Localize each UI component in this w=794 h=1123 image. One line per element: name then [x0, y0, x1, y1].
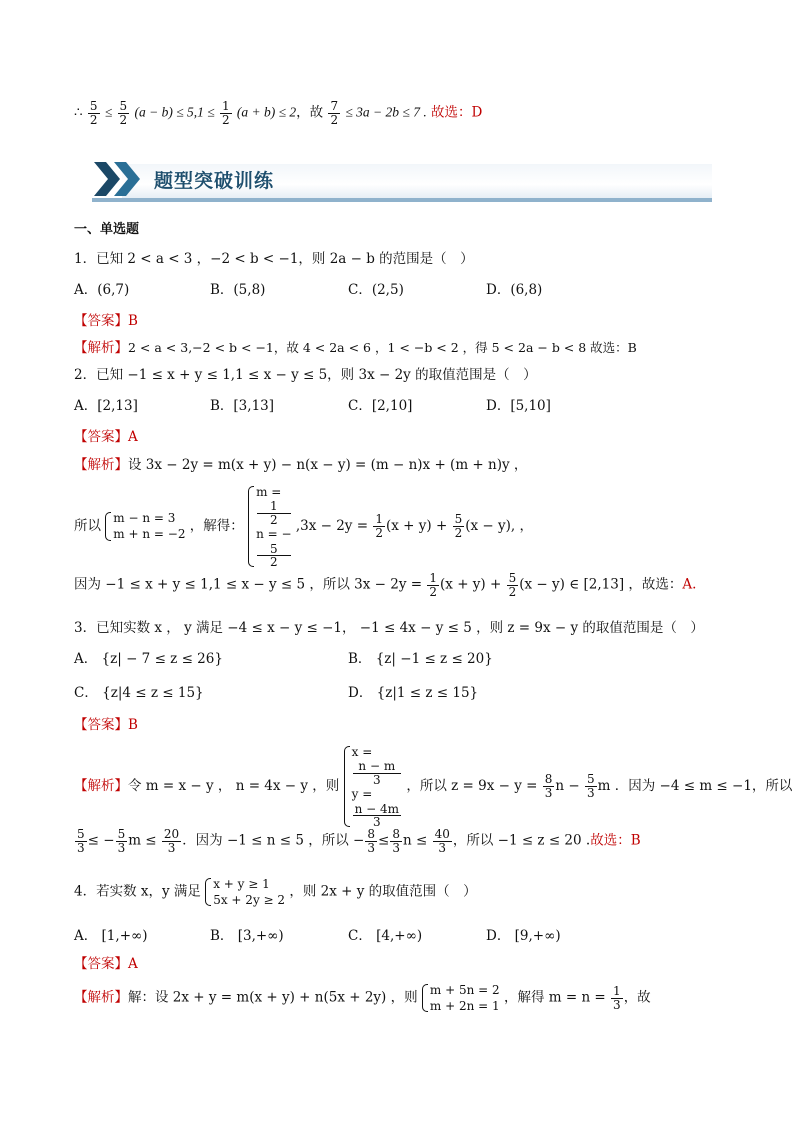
constraint-system: x + y ≥ 1 5x + 2y ≥ 2 — [205, 876, 285, 908]
q2-option-b: B．[3,13] — [210, 398, 275, 414]
fraction: $\frac{7}{2}$ — [330, 99, 339, 127]
fraction: $\frac{5}{2}$ — [89, 99, 98, 127]
q3-option-d: D． {z|1 ≤ z ≤ 15} — [348, 685, 479, 701]
double-chevron-icon — [92, 156, 148, 202]
fraction: $\frac{5}{2}$ — [454, 512, 463, 540]
fraction: $\frac{5}{2}$ — [119, 99, 128, 127]
fraction: $\frac{40}{3}$ — [434, 827, 450, 855]
q4-stem: 4．若实数 x，y 满足 x + y ≥ 1 5x + 2y ≥ 2 ，则 2x + y 的取值范围（ ） — [74, 877, 477, 908]
fraction: $\frac{5}{2}$ — [508, 571, 517, 599]
q4-option-c: C． [4,+∞) — [348, 928, 423, 944]
q3-option-b: B． {z| −1 ≤ z ≤ 20} — [348, 651, 493, 667]
q3-option-c: C． {z|4 ≤ z ≤ 15} — [74, 685, 204, 701]
q1-analysis: 【解析】2 < a < 3,−2 < b < −1，故 4 < 2a < 6 ，1 < −b < 2 ，得 5 < 2a − b < 8 故选：B — [74, 340, 637, 356]
q4-option-b: B． [3,+∞) — [210, 928, 284, 944]
q1-stem: 1．已知 2 < a < 3 ，−2 < b < −1，则 2a − b 的范围是（ ） — [74, 251, 474, 267]
q1-option-c: C．(2,5) — [348, 282, 404, 298]
q2-analysis-system: 所以 m − n = 3 m + n = −2 ，解得： m = 1 2 n = − 5 2 ,3x − 2y = $\frac{1}{2}$ (x + y) + $\frac{5}{2}$ (x − y), ， — [74, 485, 533, 570]
q3-analysis-line1: 【解析】令 m = x − y ， n = 4x − y ，则 x = n − m 3 y = n − 4m 3 ，所以 z = 9x − y = $\frac{8}{3}$ n − $\frac{5}{3}$ m ．因为 −4 ≤ m ≤ −1，所以 — [74, 745, 793, 830]
equation-system: m − n = 3 m + n = −2 — [105, 510, 185, 542]
banner-underline — [92, 198, 712, 202]
fraction: $\frac{5}{3}$ — [117, 827, 126, 855]
q4-option-a: A． [1,+∞) — [74, 928, 148, 944]
section-title: 一、单选题 — [74, 222, 140, 237]
fraction: $\frac{20}{3}$ — [163, 827, 180, 855]
solution-system: m = 1 2 n = − 5 2 — [248, 484, 291, 569]
therefore-symbol: ∴ — [74, 104, 83, 121]
equation-system: m + 5n = 2 m + 2n = 1 — [422, 982, 500, 1014]
q3-analysis-line2: $\frac{5}{3}$ ≤ − $\frac{5}{3}$ m ≤ $\frac{20}{3}$ ．因为 −1 ≤ n ≤ 5 ，所以 − $\frac{8}{3}$ ≤ $\frac{8}{3}$ n ≤ $\frac{40}{3}$ ，所以 −1 ≤ z ≤ 20 .故选：B — [77, 827, 641, 855]
fraction: $\frac{1}{2}$ — [375, 512, 383, 540]
q2-option-a: A．[2,13] — [74, 398, 138, 414]
fraction: $\frac{8}{3}$ — [544, 772, 553, 800]
substitution-system: x = n − m 3 y = n − 4m 3 — [344, 744, 402, 829]
q1-option-a: A．(6,7) — [74, 282, 130, 298]
fraction: $\frac{1}{2}$ — [221, 99, 230, 127]
q2-analysis-conclusion: 因为 −1 ≤ x + y ≤ 1,1 ≤ x − y ≤ 5 ，所以 3x − 2y = $\frac{1}{2}$ (x + y) + $\frac{5}{2}$ (x − y) ∈ [2,13] ，故选：A. — [74, 571, 697, 599]
q3-stem: 3．已知实数 x ， y 满足 −4 ≤ x − y ≤ −1， −1 ≤ 4x − y ≤ 5 ，则 z = 9x − y 的取值范围是（ ） — [74, 620, 704, 636]
fraction: $\frac{8}{3}$ — [392, 827, 400, 855]
q3-answer: 【答案】B — [74, 717, 138, 733]
q1-answer: 【答案】B — [74, 313, 138, 329]
answer-choice: 故选：D — [431, 104, 483, 121]
q1-option-b: B．(5,8) — [210, 282, 266, 298]
top-conclusion-line: ∴ $\frac{5}{2}$ ≤ $\frac{5}{2}$ (a − b) ≤ 5,1 ≤ $\frac{1}{2}$ (a + b) ≤ 2，故 $\frac{7}{2}$ ≤ 3a − 2b ≤ 7 . 故选：D — [74, 99, 483, 127]
section-banner — [92, 154, 712, 204]
q2-stem: 2．已知 −1 ≤ x + y ≤ 1,1 ≤ x − y ≤ 5，则 3x − 2y 的取值范围是（ ） — [74, 367, 537, 383]
q2-option-c: C．[2,10] — [348, 398, 413, 414]
q2-option-d: D．[5,10] — [486, 398, 551, 414]
q2-answer: 【答案】A — [74, 429, 138, 445]
q1-option-d: D．(6,8) — [486, 282, 543, 298]
fraction: $\frac{8}{3}$ — [367, 827, 375, 855]
fraction: $\frac{5}{3}$ — [587, 772, 595, 800]
q3-option-a: A． {z| − 7 ≤ z ≤ 26} — [74, 651, 223, 667]
fraction: $\frac{5}{3}$ — [77, 827, 85, 855]
fraction: $\frac{1}{3}$ — [613, 984, 621, 1012]
fraction: $\frac{1}{2}$ — [429, 571, 438, 599]
q4-option-d: D． [9,+∞) — [486, 928, 561, 944]
q4-answer: 【答案】A — [74, 956, 138, 972]
q2-analysis-line1: 【解析】设 3x − 2y = m(x + y) − n(x − y) = (m − n)x + (m + n)y ， — [74, 457, 528, 473]
banner-title: 题型突破训练 — [154, 170, 275, 192]
q4-analysis: 【解析】解：设 2x + y = m(x + y) + n(5x + 2y) ，则 m + 5n = 2 m + 2n = 1 ，解得 m = n = $\frac{1}{3}$ ，故 — [74, 983, 651, 1014]
